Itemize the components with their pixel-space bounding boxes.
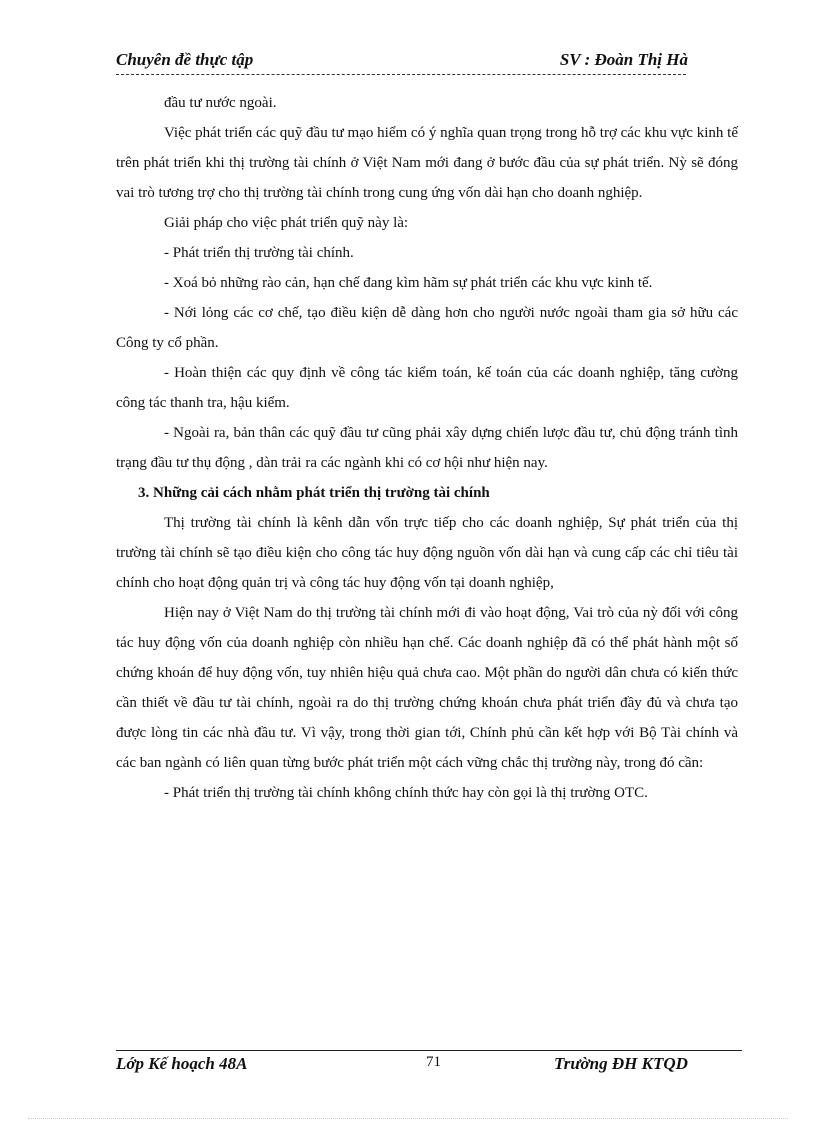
paragraph: Hiện nay ở Việt Nam do thị trường tài chính mới đi vào hoạt động, Vai trò của nỳ đối với công tác huy động vốn của doanh nghiệp còn nhiều hạn chế. Các doanh nghiệp đã có thể phát hành một số chứng khoán để huy động vốn, tuy nhiên hiệu quả chưa cao. Một phần do người dân chưa có kiến thức cần thiết về đầu tư tài chính, ngoài ra do thị trường chứng khoán chưa phát triển đầy đủ và chưa tạo được lòng tin các nhà đầu tư. Vì vậy, trong thời gian tới, Chính phủ cần kết hợp với Bộ Tài chính và các ban ngành có liên quan từng bước phát triển một cách vững chắc thị trường này, trong đó cần: [116,605,738,771]
bullet-item: - Xoá bỏ những rào cản, hạn chế đang kìm hãm sự phát triển các khu vực kinh tế. [164,275,653,291]
bullet-item: - Hoàn thiện các quy định về công tác kiểm toán, kế toán của các doanh nghiệp, tăng cường công tác thanh tra, hậu kiểm. [116,365,738,411]
page-footer [116,1054,742,1078]
bullet-item: - Ngoài ra, bản thân các quỹ đầu tư cũng phải xây dựng chiến lược đầu tư, chủ động tránh tình trạng đầu tư thụ động , dàn trải ra các ngành khi có cơ hội như hiện nay. [116,425,738,471]
section-heading: 3. Những cải cách nhằm phát triển thị trường tài chính [138,485,490,501]
bullet-item: - Phát triển thị trường tài chính không chính thức hay còn gọi là thị trường OTC. [164,785,648,801]
document-body [116,88,738,808]
paragraph: Thị trường tài chính là kênh dẫn vốn trực tiếp cho các doanh nghiệp, Sự phát triển của thị trường tài chính sẽ tạo điều kiện cho công tác huy động nguồn vốn dài hạn và cung cấp các chỉ tiêu tài chính cho hoạt động quản trị và công tác huy động vốn tại doanh nghiệp, [116,515,738,591]
header-author: SV : Đoàn Thị Hà [559,50,688,69]
page-number: 71 [426,1054,441,1070]
footer-class: Lớp Kế hoạch 48A [116,1054,248,1073]
bullet-item: - Nới lỏng các cơ chế, tạo điều kiện dễ dàng hơn cho người nước ngoài tham gia sở hữu các Công ty cổ phần. [116,305,738,351]
footer-divider [116,1050,742,1051]
header-divider [116,74,686,75]
paragraph: Việc phát triển các quỹ đầu tư mạo hiểm có ý nghĩa quan trọng trong hỗ trợ các khu vực kinh tế trên phát triển khi thị trường tài chính ở Việt Nam mới đang ở bước đầu của sự phát triển. Nỳ sẽ đóng vai trò tương trợ cho thị trường tài chính trong cung ứng vốn dài hạn cho doanh nghiệp. [116,125,738,201]
paragraph: đầu tư nước ngoài. [164,95,277,111]
footer-school: Trường ĐH KTQD [554,1054,688,1073]
header-title: Chuyên đề thực tập [116,50,254,69]
bullet-item: - Phát triển thị trường tài chính. [164,245,354,261]
page-bottom-border [28,1118,788,1119]
paragraph: Giải pháp cho việc phát triển quỹ này là: [164,215,409,231]
page-header [116,50,688,74]
